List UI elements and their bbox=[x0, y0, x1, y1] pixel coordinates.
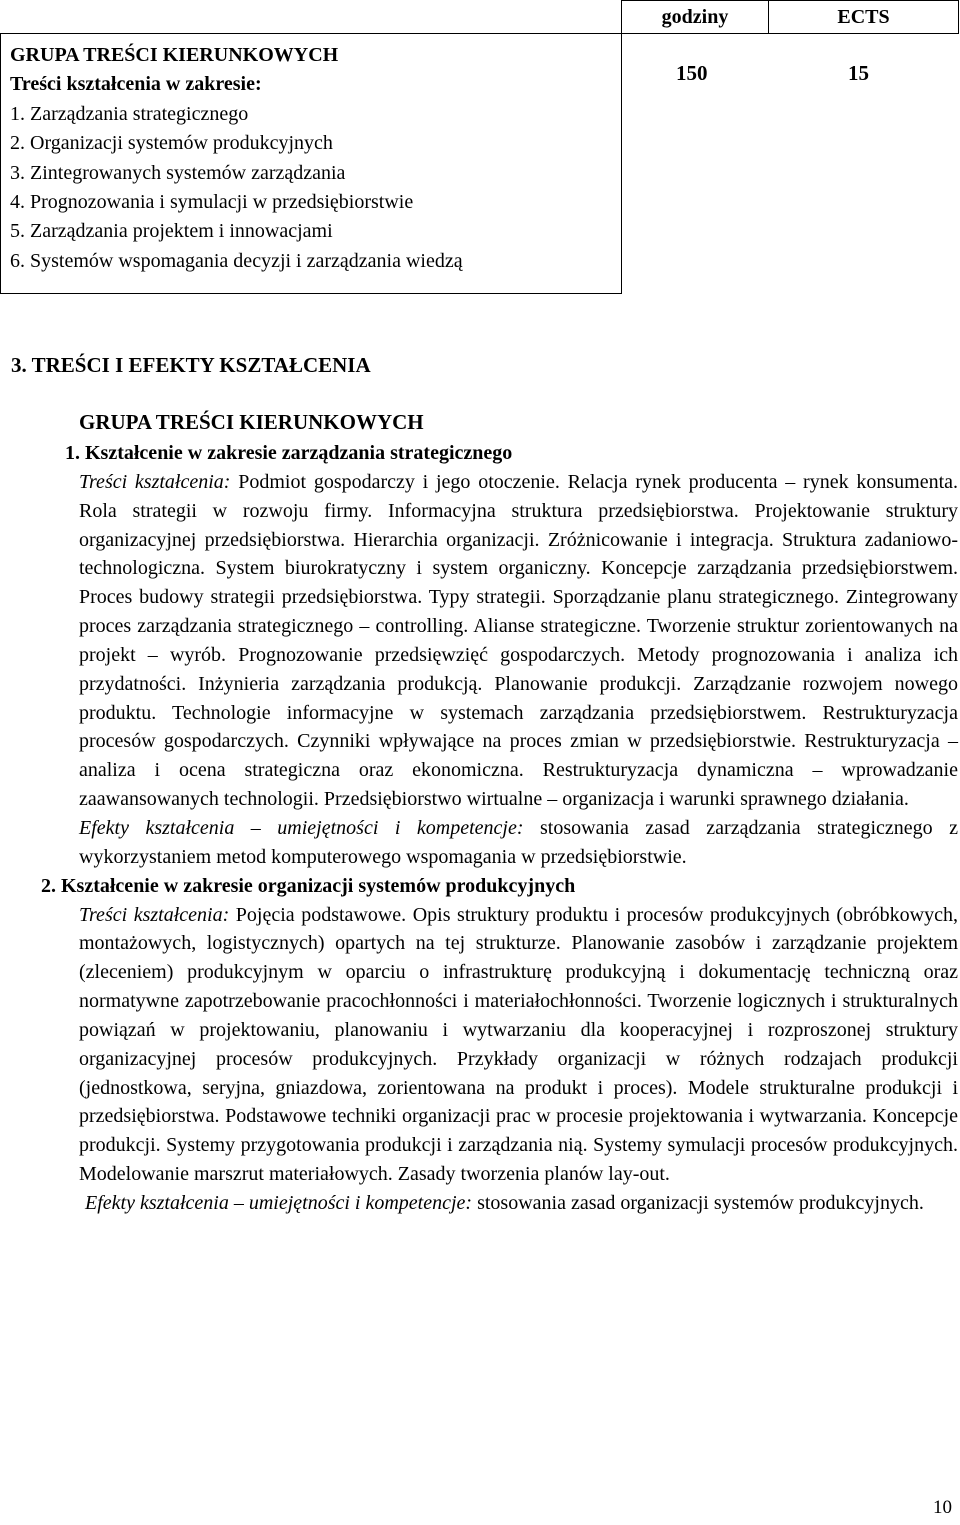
header-hours: godziny bbox=[622, 1, 769, 34]
subsection-2-content bbox=[79, 901, 958, 1189]
subsection-1-number: 1. bbox=[65, 442, 80, 464]
group-content-cell bbox=[1, 34, 622, 294]
list-item: 1. Zarządzania strategicznego bbox=[10, 102, 249, 125]
header-ects: ECTS bbox=[769, 1, 959, 34]
subsection-2-heading bbox=[41, 872, 958, 901]
list-item: 6. Systemów wspomagania decyzji i zarządzania wiedzą bbox=[10, 249, 463, 272]
effects-text: stosowania zasad zarządzania strategicznego z wykorzystaniem metod komputerowego wspomagania w przedsiębiorstwie. bbox=[79, 816, 958, 868]
section-group-title: GRUPA TREŚCI KIERUNKOWYCH bbox=[79, 410, 424, 434]
ects-value: 15 bbox=[848, 61, 869, 85]
list-item: 4. Prognozowania i symulacji w przedsiębiorstwie bbox=[10, 191, 414, 214]
courses-table bbox=[0, 0, 959, 294]
values-cell bbox=[622, 34, 959, 294]
list-item: 2. Organizacji systemów produkcyjnych bbox=[10, 132, 333, 155]
section-title: 3. TREŚCI I EFEKTY KSZTAŁCENIA bbox=[11, 353, 371, 377]
content-text: Podmiot gospodarczy i jego otoczenie. Relacja rynek producenta – rynek konsumenta. Rola strategii w rozwoju firmy. Informacyjna struktura przedsiębiorstwa. Projektowanie struktury organizacyjnej przedsiębiorstwa. Hierarchia organizacji. Zróżnicowanie i integracja. Struktura zadaniowo-technologiczna. System biurokratyczny i system organiczny. Koncepcje zarządzania przedsiębiorstwem. Proces budowy strategii przedsiębiorstwa. Typy strategii. Sporządzanie planu strategicznego. Zintegrowany proces zarządzania strategicznego – controlling. Alianse strategiczne. Tworzenie struktur zorientowanych na projekt – wyrób. Prognozowanie przedsięwzięć gospodarczych. Metody prognozowania i analiza ich przydatności. Inżynieria zarządzania produkcją. Planowanie produkcji. Zarządzanie rozwojem nowego produktu. Technologie informacyjne w systemach zarządzania przedsiębiorstwem. Restrukturyzacja procesów gospodarczych. Czynniki wpływające na proces zmian w przedsiębiorstwie. Restrukturyzacja – analiza i ocena strategiczna oraz ekonomiczna. Restrukturyzacja dynamiczna – wprowadzanie zaawansowanych technologii. Przedsiębiorstwo wirtualne – organizacja i warunki sprawnego działania. bbox=[79, 470, 959, 811]
subsection-1 bbox=[65, 439, 959, 872]
group-intro: Treści kształcenia w zakresie: bbox=[10, 73, 262, 96]
group-title: GRUPA TREŚCI KIERUNKOWYCH bbox=[10, 44, 339, 66]
page-number: 10 bbox=[933, 1497, 952, 1518]
table-header-row bbox=[1, 1, 959, 34]
subsection-1-title: Kształcenie w zakresie zarządzania strategicznego bbox=[85, 442, 513, 464]
hours-value: 150 bbox=[676, 61, 708, 85]
subsection-2-number: 2. bbox=[41, 874, 56, 897]
content-label: Treści kształcenia: bbox=[79, 903, 230, 926]
effects-label: Efekty kształcenia – umiejętności i kompetencje: bbox=[85, 1191, 473, 1214]
subsection-2-title: Kształcenie w zakresie organizacji systemów produkcyjnych bbox=[61, 874, 576, 897]
subsection-1-heading bbox=[65, 439, 958, 468]
table-row bbox=[1, 34, 959, 294]
effects-text: stosowania zasad organizacji systemów produkcyjnych. bbox=[477, 1191, 924, 1214]
section-body bbox=[41, 439, 959, 1218]
subsection-1-effects bbox=[79, 814, 958, 872]
subsection-1-content bbox=[79, 468, 958, 814]
subsection-2-effects bbox=[79, 1189, 958, 1218]
subsection-2 bbox=[41, 872, 959, 1218]
effects-label: Efekty kształcenia – umiejętności i kompetencje: bbox=[79, 816, 524, 839]
header-empty-cell bbox=[1, 1, 622, 34]
list-item: 3. Zintegrowanych systemów zarządzania bbox=[10, 161, 346, 184]
content-label: Treści kształcenia: bbox=[79, 470, 231, 493]
list-item: 5. Zarządzania projektem i innowacjami bbox=[10, 220, 333, 243]
content-text: Pojęcia podstawowe. Opis struktury produktu i procesów produkcyjnych (obróbkowych, montażowych, logistycznych) opartych na tej strukturze. Planowanie zasobów i zarządzanie projektem (zleceniem) produkcyjnym w oparciu o infrastrukturę produkcyjną i dokumentację techniczną oraz normatywne zapotrzebowanie pracochłonności i materiałochłonności. Tworzenie logicznych i strukturalnych powiązań w projektowaniu, planowaniu i wytwarzaniu dla kooperacyjnej i rozproszonej struktury organizacyjnej procesów produkcyjnych. Przykłady organizacji w różnych rodzajach produkcji (jednostkowa, seryjna, gniazdowa, zorientowana na produkt i proces). Modele strukturalne produkcji i przedsiębiorstwa. Podstawowe techniki organizacji prac w procesie projektowania i wytwarzania. Koncepcje produkcji. Systemy przygotowania produkcji i zarządzania nią. Systemy symulacji procesów produkcyjnych. Modelowanie marszrut materiałowych. Zasady tworzenia planów lay-out. bbox=[79, 903, 959, 1186]
